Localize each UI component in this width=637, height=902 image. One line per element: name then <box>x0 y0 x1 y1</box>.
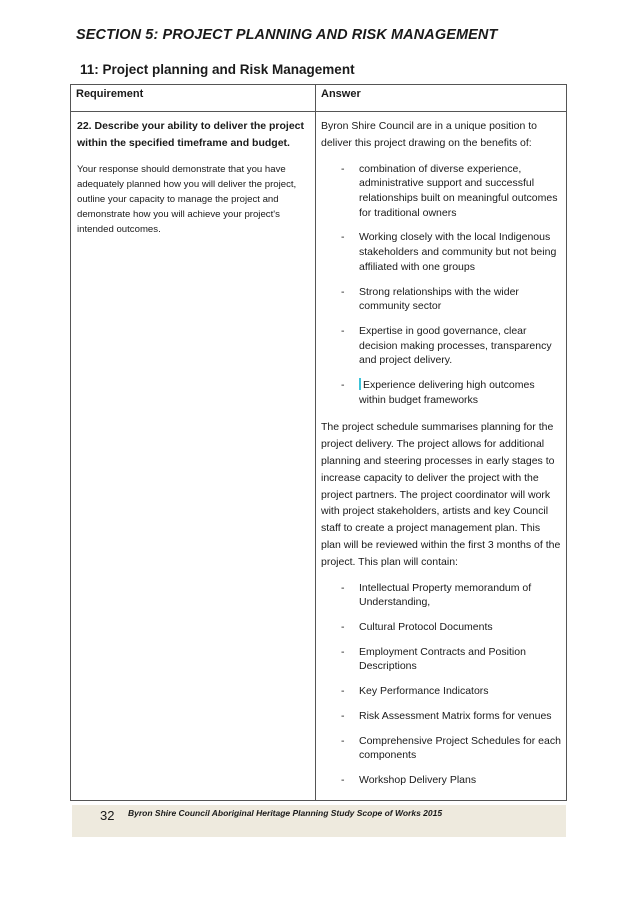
plan-item-text: Workshop Delivery Plans <box>359 773 477 786</box>
question-guidance: Your response should demonstrate that you have adequately planned how you will deliver the project, outline your capacity to manage the project and demonstrate how you will achieve your project's intended outcomes. <box>77 164 297 235</box>
list-item <box>321 285 562 314</box>
plan-item-text: Employment Contracts and Position Descriptions <box>359 645 526 673</box>
list-item <box>321 709 562 724</box>
table-row <box>71 112 567 801</box>
answer-intro: Byron Shire Council are in a unique position to deliver this project drawing on the benefits of: <box>321 120 537 149</box>
dash-marker: - <box>341 162 345 175</box>
dash-marker: - <box>341 621 345 634</box>
header-requirement: Requirement <box>71 85 316 112</box>
dash-marker: - <box>341 734 345 747</box>
dash-marker: - <box>341 645 345 658</box>
section-title: SECTION 5: PROJECT PLANNING AND RISK MANAGEMENT <box>76 27 498 43</box>
dash-marker: - <box>341 324 345 337</box>
benefit-text: Strong relationships with the wider community sector <box>359 285 519 313</box>
text-cursor-highlight <box>359 378 361 390</box>
plan-item-text: Cultural Protocol Documents <box>359 621 493 634</box>
plan-item-text: Key Performance Indicators <box>359 685 489 698</box>
plan-item-text: Intellectual Property memorandum of Understanding, <box>359 581 532 609</box>
benefits-list <box>321 162 562 408</box>
question-text: 22. Describe your ability to deliver the project within the specified timeframe and budget. <box>77 120 304 149</box>
list-item <box>321 324 562 368</box>
plan-item-text: Risk Assessment Matrix forms for venues <box>359 709 552 722</box>
requirements-table <box>70 84 567 801</box>
schedule-paragraph: The project schedule summarises planning for the project delivery. The project allows for additional planning and steering processes in early stages to increase capacity to deliver the project with the project partners. The project coordinator will work with project stakeholders, artists and key Council staff to create a project management plan. This plan will be reviewed within the first 3 months of the project. This plan will contain: <box>321 421 561 568</box>
list-item <box>321 620 562 635</box>
answer-cell <box>316 112 567 801</box>
list-item <box>321 162 562 221</box>
requirement-cell <box>71 112 316 801</box>
dash-marker: - <box>341 685 345 698</box>
dash-marker: - <box>341 773 345 786</box>
list-item <box>321 734 562 763</box>
subsection-title: 11: Project planning and Risk Management <box>80 62 355 77</box>
dash-marker: - <box>341 581 345 594</box>
list-item <box>321 684 562 699</box>
benefit-text: Expertise in good governance, clear decision making processes, transparency and project delivery. <box>359 324 552 367</box>
plan-items-list <box>321 581 562 788</box>
list-item <box>321 378 562 407</box>
table-header-row <box>71 85 567 112</box>
page-number: 32 <box>100 808 115 823</box>
benefit-text: Experience delivering high outcomes within budget frameworks <box>359 379 535 406</box>
dash-marker: - <box>341 379 345 392</box>
benefit-text: Working closely with the local Indigenous stakeholders and community but not being affiliated with one groups <box>359 231 557 273</box>
list-item <box>321 230 562 274</box>
dash-marker: - <box>341 709 345 722</box>
header-answer: Answer <box>316 85 567 112</box>
list-item <box>321 581 562 610</box>
list-item <box>321 773 562 788</box>
list-item <box>321 645 562 674</box>
dash-marker: - <box>341 285 345 298</box>
plan-item-text: Comprehensive Project Schedules for each components <box>359 734 561 762</box>
benefit-text: combination of diverse experience, administrative support and successful relationships built on meaningful outcomes for traditional owners <box>359 162 558 219</box>
dash-marker: - <box>341 231 345 244</box>
footer-title: Byron Shire Council Aboriginal Heritage Planning Study Scope of Works 2015 <box>128 808 443 818</box>
